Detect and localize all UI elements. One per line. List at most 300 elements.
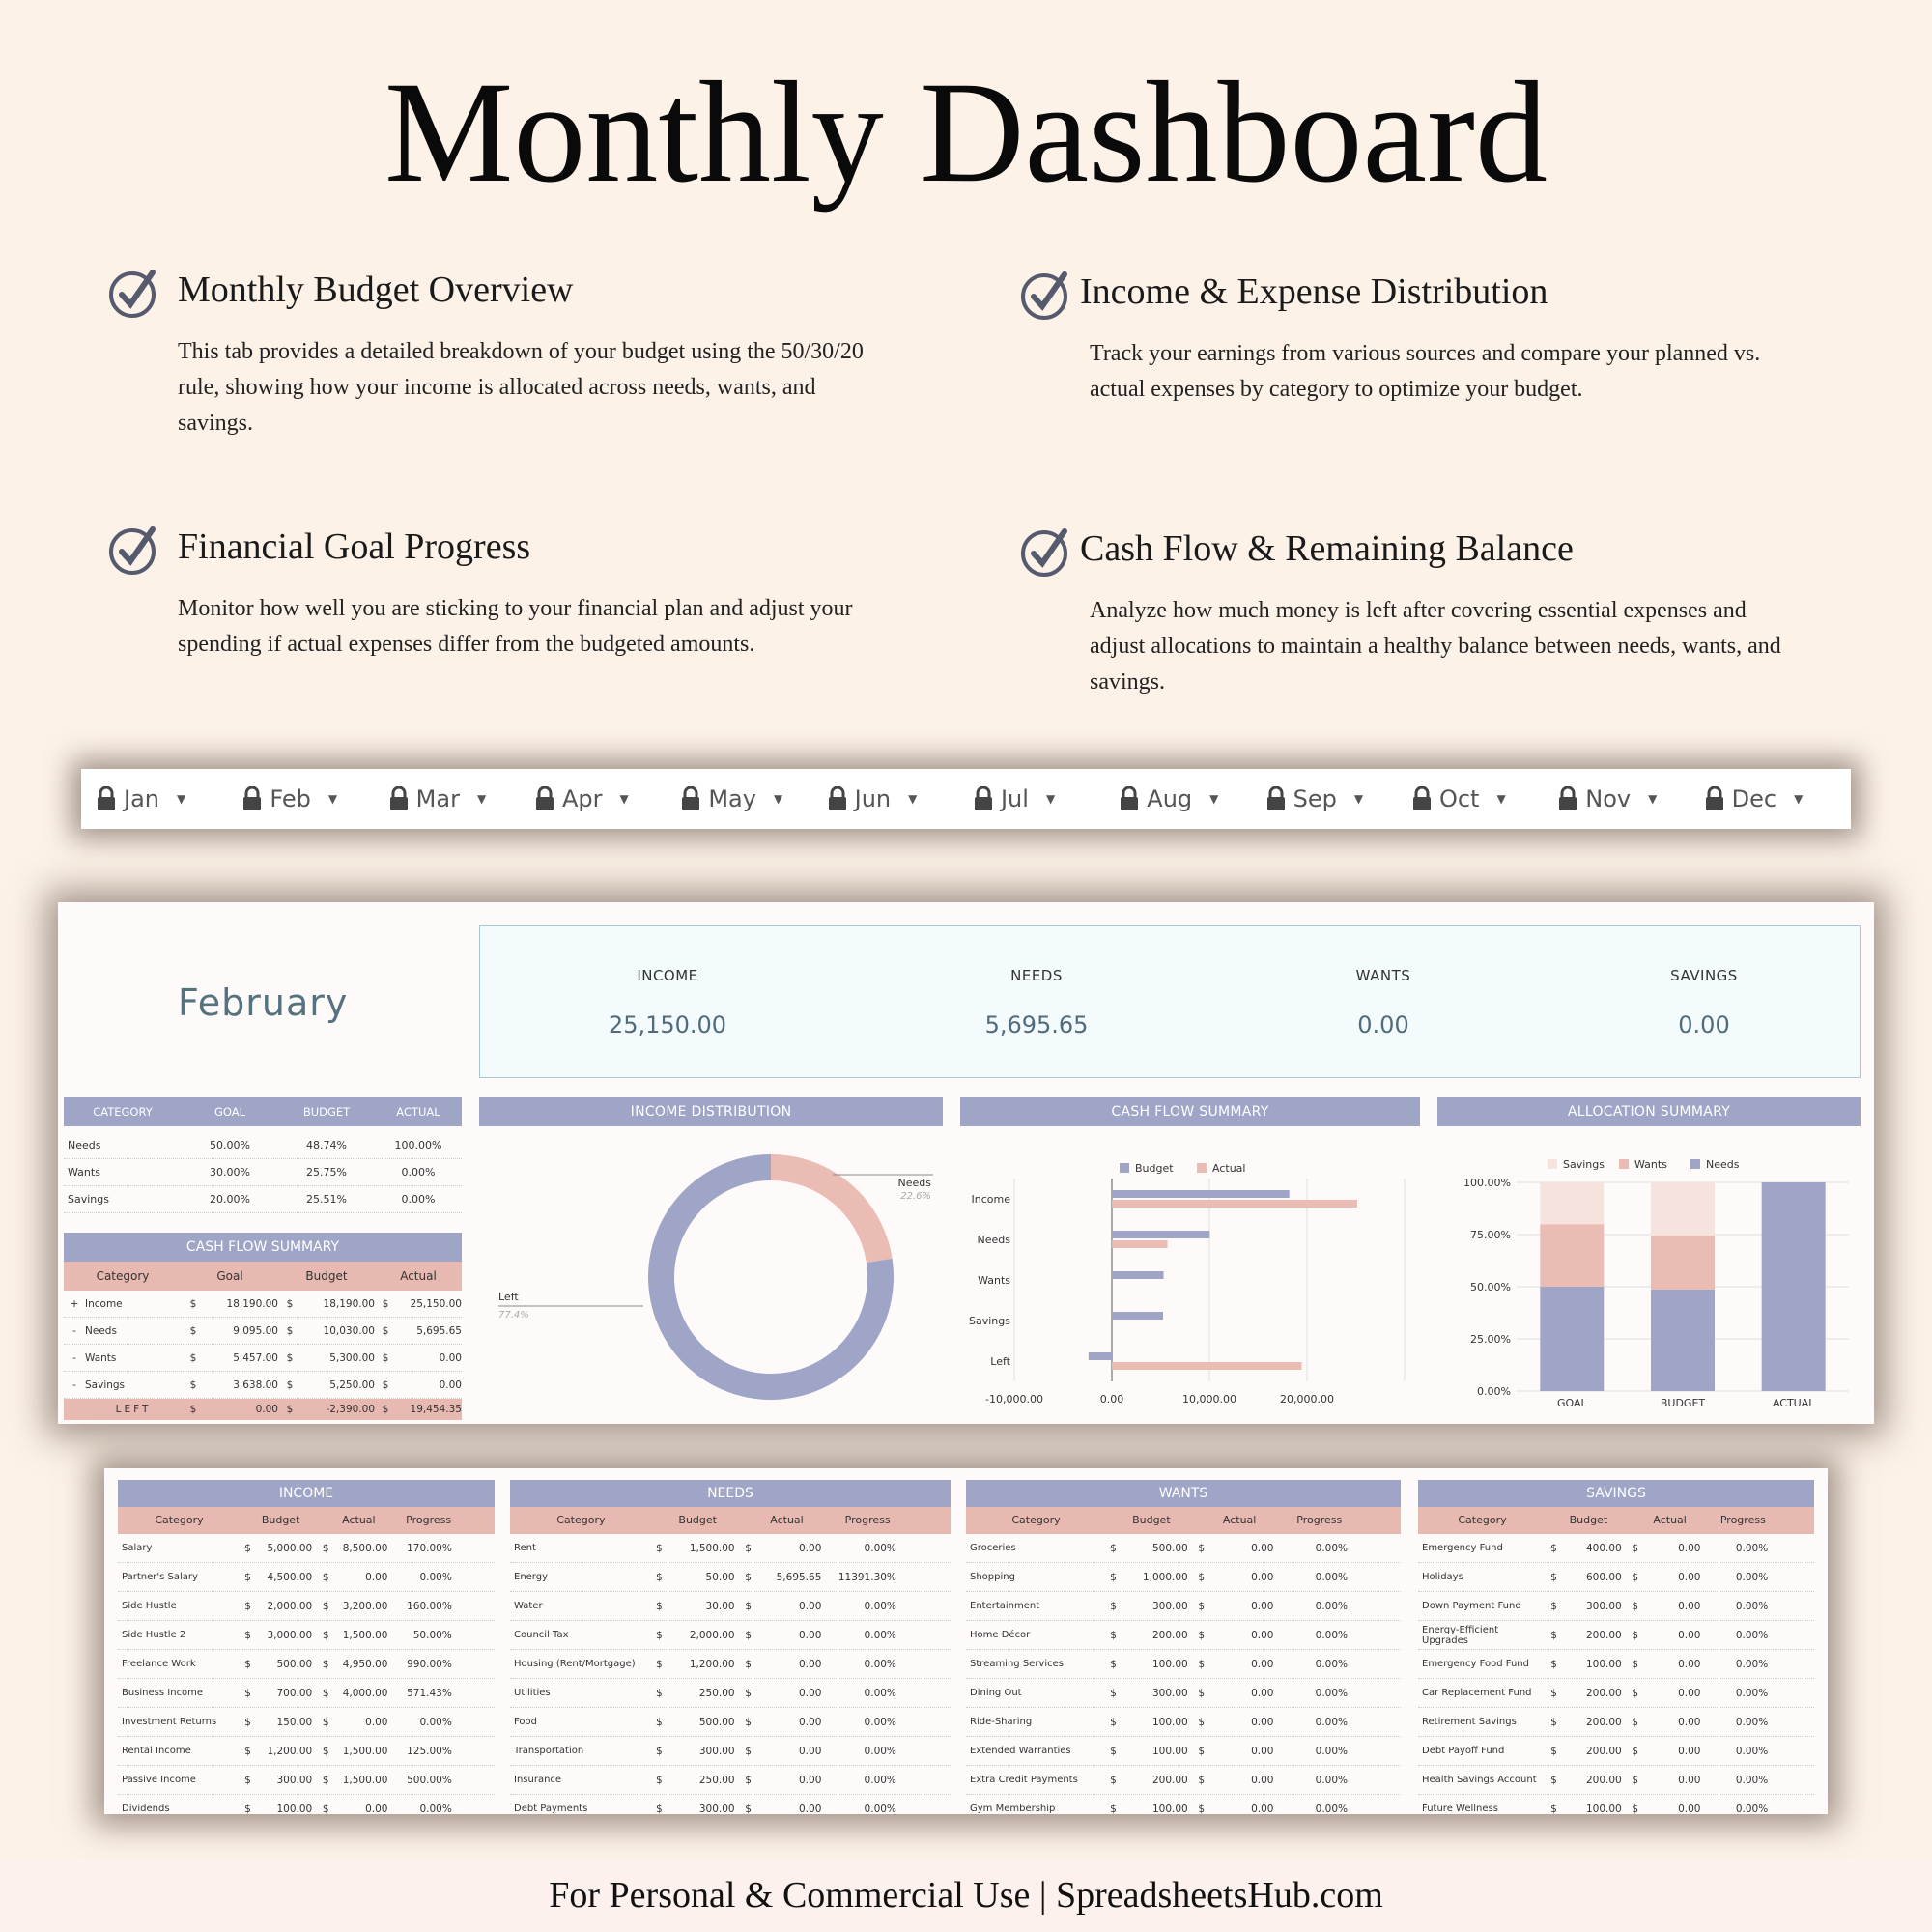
cell: 0.00 [365, 1716, 388, 1728]
cell: $ [1632, 1687, 1639, 1699]
cell: 100.00 [1586, 1803, 1622, 1814]
table-row [1418, 1621, 1814, 1650]
cell: 300.00 [1152, 1600, 1188, 1612]
cell: 5,300.00 [329, 1352, 375, 1364]
cell: $ [382, 1352, 389, 1364]
summary-label: INCOME [637, 967, 698, 984]
table-row [1418, 1534, 1814, 1563]
cell: $ [655, 1745, 663, 1757]
cell: 0.00% [1315, 1803, 1348, 1814]
table-row [1418, 1795, 1814, 1814]
month-tab-sep[interactable] [1266, 785, 1412, 812]
cell: 0.00% [1735, 1629, 1769, 1641]
table-row [118, 1679, 495, 1708]
table-header [510, 1507, 951, 1534]
cell: - [72, 1352, 76, 1364]
cell: Side Hustle 2 [122, 1630, 186, 1640]
cell: Rent [514, 1543, 536, 1553]
cell: Streaming Services [970, 1659, 1064, 1669]
month-tab-feb[interactable] [242, 785, 388, 812]
cell: - [72, 1379, 76, 1391]
table-row [118, 1708, 495, 1737]
pie-value-label: 77.4% [498, 1310, 529, 1321]
table-row [1418, 1679, 1814, 1708]
savings-table [1418, 1480, 1814, 1814]
bar-budget-needs [1112, 1231, 1209, 1238]
bar-wants-budget [1651, 1236, 1715, 1290]
cell: Water [514, 1601, 543, 1611]
feature-text: Monitor how well you are sticking to your financial plan and adjust your spending if actual expenses differ from the budgeted amounts. [178, 596, 853, 657]
chevron-down-icon: ▼ [1794, 792, 1804, 806]
cell: $ [244, 1687, 251, 1699]
cell: 250.00 [698, 1774, 735, 1786]
table-row [118, 1592, 495, 1621]
table-row [1418, 1650, 1814, 1679]
x-tick-label: 10,000.00 [1182, 1393, 1236, 1406]
table-row [1418, 1708, 1814, 1737]
header-cell: Budget [1132, 1514, 1171, 1526]
cell: $ [745, 1542, 752, 1554]
cell: $ [1110, 1600, 1117, 1612]
cell: Business Income [122, 1688, 204, 1698]
cell: $ [382, 1379, 389, 1391]
cell: $ [1198, 1774, 1206, 1786]
y-tick-label: 25.00% [1470, 1333, 1511, 1346]
income-distribution-title: INCOME DISTRIBUTION [479, 1097, 943, 1126]
feature-heading: Monthly Budget Overview [178, 270, 574, 310]
cell: 0.00% [864, 1687, 896, 1699]
cell: Side Hustle [122, 1601, 177, 1611]
cell: 1,500.00 [342, 1774, 388, 1786]
footer: For Personal & Commercial Use | SpreadsheetsHub.com [0, 1859, 1932, 1932]
cell: Extra Credit Payments [970, 1775, 1078, 1785]
table-row [510, 1534, 951, 1563]
cell: 0.00 [1678, 1542, 1701, 1554]
checkmark-icon [108, 267, 160, 319]
cell: Emergency Fund [1422, 1543, 1503, 1553]
header-cell: Actual [342, 1514, 376, 1526]
table-row [118, 1650, 495, 1679]
cell: 4,950.00 [342, 1658, 388, 1670]
table-row [118, 1795, 495, 1814]
cell: $ [1550, 1600, 1557, 1612]
table-row [966, 1534, 1401, 1563]
y-tick-label: Wants [978, 1274, 1010, 1287]
cell: 100.00 [1152, 1745, 1188, 1757]
pie-slice-needs [771, 1154, 893, 1263]
chevron-down-icon: ▼ [773, 792, 783, 806]
cell: -2,390.00 [326, 1404, 375, 1415]
cell: 0.00 [1678, 1745, 1701, 1757]
cell: $ [286, 1404, 294, 1415]
cell: 170.00% [407, 1542, 452, 1554]
table-row [966, 1592, 1401, 1621]
cash-flow-row [64, 1318, 462, 1345]
cell: 1,000.00 [1142, 1571, 1188, 1583]
header-cell: Goal [216, 1269, 243, 1283]
feature-text: This tab provides a detailed breakdown of your budget using the 50/30/20 rule, showing how your income is allocated across needs, wants, and savings. [178, 339, 864, 436]
summary-label: NEEDS [1010, 967, 1063, 984]
cell: $ [655, 1803, 663, 1814]
cell: $ [1550, 1658, 1557, 1670]
cell: 0.00% [1315, 1774, 1348, 1786]
cell: Savings [85, 1379, 126, 1391]
month-tab-dec[interactable] [1705, 785, 1851, 812]
cell: 0.00 [1251, 1745, 1274, 1757]
cell: 0.00 [1251, 1774, 1274, 1786]
cell: 200.00 [1586, 1629, 1622, 1641]
cell: $ [322, 1745, 329, 1757]
cell: 0.00 [1678, 1571, 1701, 1583]
legend-label: Savings [1563, 1158, 1605, 1171]
summary-value: 5,695.65 [984, 1011, 1089, 1038]
cell: $ [244, 1629, 251, 1641]
cell: 1,200.00 [267, 1745, 313, 1757]
cell: 0.00% [864, 1542, 896, 1554]
cell: $ [1198, 1658, 1206, 1670]
cell: $ [286, 1298, 294, 1310]
cell: Wants [68, 1166, 100, 1179]
table-row [510, 1766, 951, 1795]
header-cell: Category [1458, 1514, 1507, 1526]
cell: $ [1632, 1774, 1639, 1786]
cell: $ [655, 1687, 663, 1699]
cell: $ [1550, 1774, 1557, 1786]
cell: 0.00% [1735, 1658, 1769, 1670]
summary-income [523, 967, 812, 1038]
cell: 0.00 [255, 1404, 278, 1415]
cell: 100.00 [276, 1803, 313, 1814]
table-row [118, 1621, 495, 1650]
month-label: Nov [1585, 785, 1632, 812]
cell: 0.00 [1251, 1716, 1274, 1728]
bar-needs-actual [1762, 1182, 1826, 1391]
cell: + [70, 1298, 79, 1310]
cell: 0.00% [1315, 1542, 1348, 1554]
cell: 50.00% [412, 1629, 452, 1641]
cell: $ [655, 1542, 663, 1554]
lock-icon [389, 786, 409, 811]
cell: 4,500.00 [267, 1571, 313, 1583]
cell: 0.00% [1735, 1571, 1769, 1583]
table-row [1418, 1563, 1814, 1592]
category-row [64, 1159, 462, 1186]
bar-budget-left [1089, 1352, 1112, 1360]
category-table-header [64, 1097, 462, 1126]
month-tab-jan[interactable] [97, 785, 242, 812]
table-row [510, 1708, 951, 1737]
cell: 25,150.00 [410, 1298, 462, 1310]
cell: Dividends [122, 1804, 170, 1814]
cell: $ [286, 1352, 294, 1364]
cell: $ [244, 1571, 251, 1583]
cell: $ [745, 1716, 752, 1728]
cell: $ [745, 1687, 752, 1699]
cell: Ride-Sharing [970, 1717, 1033, 1727]
cash-flow-row [64, 1372, 462, 1399]
cell: 0.00 [799, 1803, 822, 1814]
cell: $ [1110, 1774, 1117, 1786]
lock-icon [535, 786, 554, 811]
header-cell: Progress [406, 1514, 452, 1526]
cell: $ [322, 1803, 329, 1814]
cell: $ [1632, 1629, 1639, 1641]
category-tables-panel [104, 1468, 1828, 1814]
cell: 0.00% [864, 1600, 896, 1612]
bar-actual-left [1112, 1362, 1301, 1370]
cell: 30.00% [210, 1166, 250, 1179]
cell: 0.00% [419, 1803, 452, 1814]
cell: 25.75% [306, 1166, 347, 1179]
y-tick-label: 0.00% [1477, 1385, 1511, 1398]
cell: 0.00 [1678, 1687, 1701, 1699]
cell: 0.00 [439, 1352, 462, 1364]
cell: $ [1110, 1571, 1117, 1583]
checkmark-icon [1020, 269, 1072, 321]
cell: 0.00% [1315, 1600, 1348, 1612]
cell: $ [1550, 1687, 1557, 1699]
y-tick-label: Left [990, 1355, 1010, 1368]
x-tick-label: 0.00 [1099, 1393, 1124, 1406]
summary-needs [892, 967, 1181, 1038]
cell: 0.00% [1315, 1687, 1348, 1699]
cell: 48.74% [306, 1139, 347, 1151]
header-cell: ACTUAL [396, 1105, 440, 1119]
month-tab-mar[interactable] [389, 785, 535, 812]
lock-icon [1705, 786, 1724, 811]
legend-swatch [1619, 1159, 1629, 1169]
allocation-summary-title: ALLOCATION SUMMARY [1437, 1097, 1861, 1126]
cell: 0.00 [799, 1542, 822, 1554]
cell: Transportation [514, 1746, 584, 1756]
cell: 0.00% [1315, 1745, 1348, 1757]
cell: $ [382, 1298, 389, 1310]
feature-heading: Cash Flow & Remaining Balance [1080, 528, 1574, 569]
header-cell: Budget [261, 1514, 300, 1526]
table-header [1418, 1507, 1814, 1534]
cash-flow-left-row [64, 1399, 462, 1420]
cell: $ [322, 1600, 329, 1612]
cell: 0.00 [1251, 1803, 1274, 1814]
cell: $ [322, 1571, 329, 1583]
month-tab-jul[interactable] [974, 785, 1120, 812]
header-cell: Actual [770, 1514, 804, 1526]
cell: 700.00 [276, 1687, 313, 1699]
table-row [966, 1737, 1401, 1766]
cell: 0.00% [1315, 1716, 1348, 1728]
cell: 0.00 [439, 1379, 462, 1391]
category-row [64, 1186, 462, 1213]
month-tab-jun[interactable] [828, 785, 974, 812]
cell: $ [244, 1803, 251, 1814]
x-tick-label: ACTUAL [1772, 1397, 1815, 1409]
cell: 5,457.00 [233, 1352, 278, 1364]
cell: $ [286, 1325, 294, 1337]
cell: 1,500.00 [689, 1542, 735, 1554]
bar-needs-budget [1651, 1290, 1715, 1391]
cell: $ [745, 1629, 752, 1641]
cell [64, 1399, 85, 1419]
month-label: Jun [854, 785, 892, 812]
table-title: SAVINGS [1418, 1480, 1814, 1507]
x-tick-label: 20,000.00 [1280, 1393, 1334, 1406]
cell: Debt Payments [514, 1804, 588, 1814]
cell: 4,000.00 [342, 1687, 388, 1699]
cell: $ [1198, 1687, 1206, 1699]
checkmark-icon [1020, 526, 1072, 578]
month-tab-apr[interactable] [535, 785, 681, 812]
lock-icon [828, 786, 847, 811]
lock-icon [242, 786, 262, 811]
cell: $ [1110, 1803, 1117, 1814]
feature-text: Track your earnings from various sources and compare your planned vs. actual expenses by category to optimize your budget. [1090, 341, 1761, 402]
cell: $ [655, 1629, 663, 1641]
cell: Housing (Rent/Mortgage) [514, 1659, 636, 1669]
cell: Savings [68, 1193, 109, 1206]
cell: Salary [122, 1543, 153, 1553]
cell: $ [1198, 1745, 1206, 1757]
chevron-down-icon: ▼ [619, 792, 629, 806]
header-cell: CATEGORY [93, 1105, 153, 1119]
income-table [118, 1480, 495, 1814]
header-cell: Category [556, 1514, 606, 1526]
cell: Car Replacement Fund [1422, 1688, 1532, 1698]
cell: $ [244, 1716, 251, 1728]
summary-value: 25,150.00 [608, 1011, 727, 1038]
cell: 500.00 [1152, 1542, 1188, 1554]
table-row [966, 1795, 1401, 1814]
cell: 0.00% [1735, 1774, 1769, 1786]
header-cell: Actual [1653, 1514, 1687, 1526]
cash-flow-chart-title: CASH FLOW SUMMARY [960, 1097, 1420, 1126]
cell: 10,030.00 [323, 1325, 375, 1337]
header-cell: Progress [1719, 1514, 1766, 1526]
table-row [966, 1708, 1401, 1737]
cell: $ [189, 1404, 197, 1415]
cell: $ [1198, 1600, 1206, 1612]
cell: 5,695.65 [776, 1571, 822, 1583]
cell: 200.00 [1586, 1745, 1622, 1757]
feature-text: Analyze how much money is left after covering essential expenses and adjust allocations to maintain a healthy balance between needs, wants, and savings. [1090, 598, 1781, 695]
cell: 0.00 [1678, 1658, 1701, 1670]
cell: 3,200.00 [342, 1600, 388, 1612]
feature-heading: Income & Expense Distribution [1080, 271, 1548, 312]
table-row [510, 1592, 951, 1621]
table-row [1418, 1592, 1814, 1621]
lock-icon [1558, 786, 1577, 811]
header-cell: BUDGET [302, 1105, 351, 1119]
cell: 0.00 [799, 1774, 822, 1786]
month-tab-bar [81, 769, 1851, 829]
cell: Wants [85, 1352, 117, 1364]
cell: $ [189, 1325, 197, 1337]
category-row [64, 1132, 462, 1159]
cell: Future Wellness [1422, 1804, 1498, 1814]
table-title: NEEDS [510, 1480, 951, 1507]
cell: 0.00 [1678, 1803, 1701, 1814]
y-tick-label: Income [971, 1193, 1010, 1206]
month-label: Jul [1000, 785, 1029, 812]
cell: 3,000.00 [267, 1629, 313, 1641]
bar-needs-goal [1540, 1287, 1604, 1391]
cell: 0.00 [1678, 1600, 1701, 1612]
summary-label: SAVINGS [1670, 967, 1738, 984]
cell: $ [286, 1379, 294, 1391]
bar-budget-savings [1112, 1312, 1163, 1320]
cell: 0.00 [365, 1571, 388, 1583]
cell: 0.00 [1251, 1629, 1274, 1641]
checkmark-icon [108, 524, 160, 576]
month-tab-oct[interactable] [1412, 785, 1558, 812]
cash-flow-row [64, 1345, 462, 1372]
cell: Partner's Salary [122, 1572, 198, 1582]
bar-actual-needs [1112, 1240, 1168, 1248]
cell: 0.00% [864, 1774, 896, 1786]
cell: 50.00 [705, 1571, 735, 1583]
chevron-down-icon: ▼ [1496, 792, 1506, 806]
header-cell: Progress [1296, 1514, 1343, 1526]
cell: 200.00 [1152, 1629, 1188, 1641]
header-cell: Category [96, 1269, 150, 1283]
cell: 0.00% [1315, 1571, 1348, 1583]
month-tab-aug[interactable] [1120, 785, 1265, 812]
cell: $ [745, 1745, 752, 1757]
cell: 0.00% [864, 1629, 896, 1641]
cell: 300.00 [698, 1803, 735, 1814]
cell: 0.00% [401, 1166, 436, 1179]
cell: $ [322, 1774, 329, 1786]
cell: $ [244, 1658, 251, 1670]
cell: $ [655, 1571, 663, 1583]
y-tick-label: 50.00% [1470, 1281, 1511, 1293]
table-row [966, 1650, 1401, 1679]
cell: $ [745, 1658, 752, 1670]
cell: 0.00% [1735, 1716, 1769, 1728]
cell: Retirement Savings [1422, 1717, 1517, 1727]
cell: 18,190.00 [226, 1298, 278, 1310]
cell: 0.00% [1315, 1629, 1348, 1641]
lock-icon [681, 786, 700, 811]
cell: 0.00% [1735, 1542, 1769, 1554]
cell: Investment Returns [122, 1717, 217, 1727]
cell: $ [745, 1600, 752, 1612]
cell: 20.00% [210, 1193, 250, 1206]
cell: 300.00 [1586, 1600, 1622, 1612]
cell: $ [1110, 1687, 1117, 1699]
cell: $ [655, 1774, 663, 1786]
chevron-down-icon: ▼ [908, 792, 918, 806]
cell: Debt Payoff Fund [1422, 1746, 1505, 1756]
cell: $ [1110, 1658, 1117, 1670]
cell: 100.00 [1586, 1658, 1622, 1670]
legend-label: Budget [1135, 1162, 1174, 1175]
cell: $ [322, 1687, 329, 1699]
cell: 300.00 [1152, 1687, 1188, 1699]
cell: $ [655, 1716, 663, 1728]
cell: 500.00 [698, 1716, 735, 1728]
header-cell: Budget [1569, 1514, 1608, 1526]
cell: $ [1198, 1571, 1206, 1583]
cell: 0.00 [799, 1629, 822, 1641]
legend-swatch [1548, 1159, 1557, 1169]
table-row [966, 1563, 1401, 1592]
cell: 500.00 [276, 1658, 313, 1670]
month-tab-may[interactable] [681, 785, 827, 812]
month-tab-nov[interactable] [1558, 785, 1704, 812]
x-tick-label: -10,000.00 [985, 1393, 1043, 1406]
bar-actual-income [1112, 1200, 1357, 1208]
cell: 25.51% [306, 1193, 347, 1206]
